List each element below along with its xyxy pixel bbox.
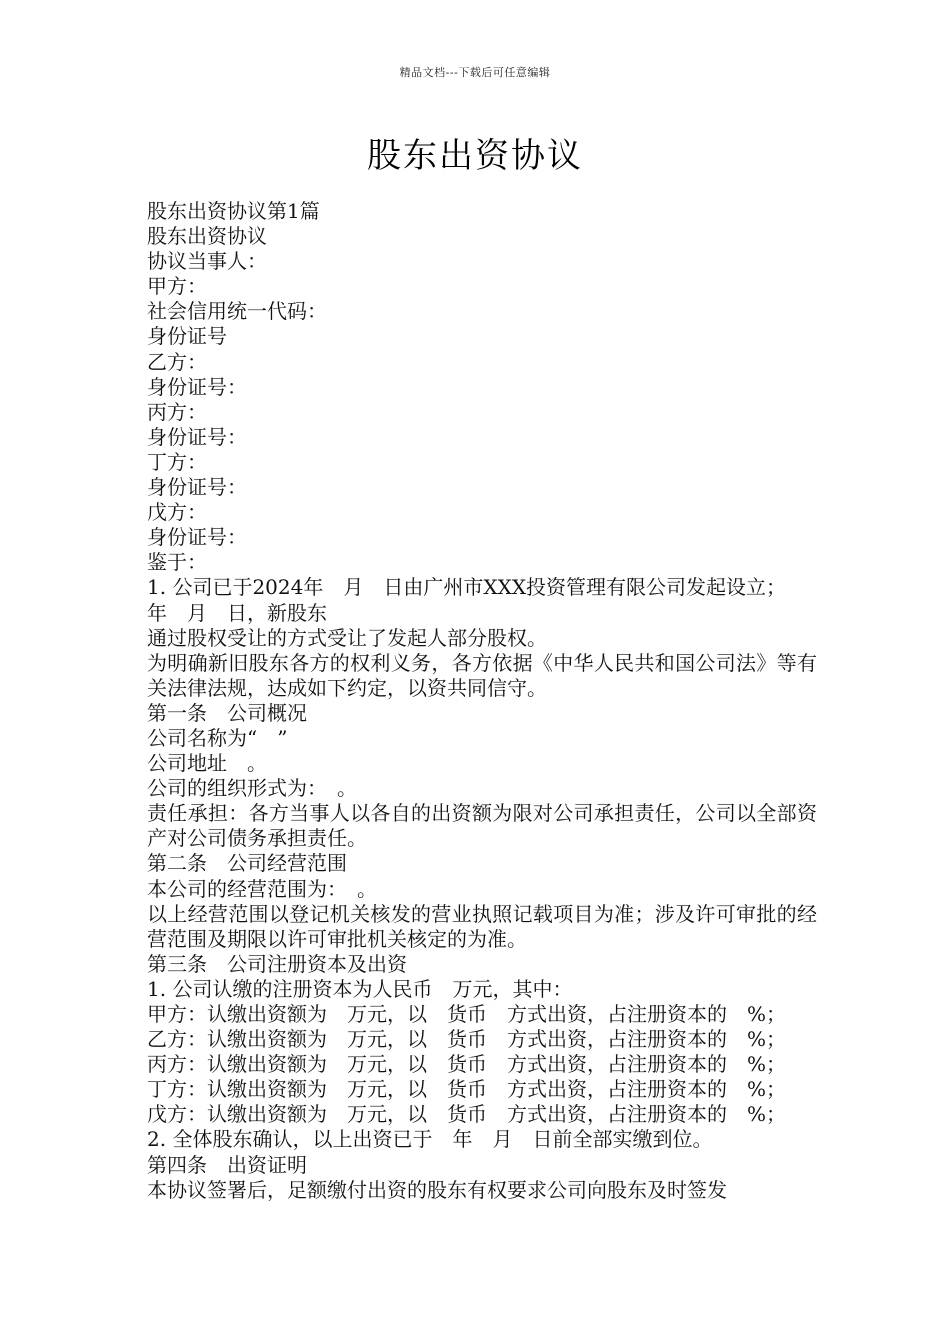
paragraph: 丁方： bbox=[147, 449, 207, 474]
section-heading: 第一条 公司概况 bbox=[147, 700, 307, 725]
paragraph: 甲方：认缴出资额为 万元，以 货币 方式出资，占注册资本的 %； bbox=[147, 1002, 787, 1026]
paragraph: 乙方：认缴出资额为 万元，以 货币 方式出资，占注册资本的 %； bbox=[147, 1027, 787, 1052]
paragraph: 2. 全体股东确认，以上出资已于 年 月 日前全部实缴到位。 bbox=[147, 1127, 713, 1152]
paragraph: 丁方：认缴出资额为 万元，以 货币 方式出资，占注册资本的 %； bbox=[147, 1077, 787, 1102]
paragraph: 责任承担：各方当事人以各自的出资额为限对公司承担责任，公司以全部资产对公司债务承担责任。 bbox=[147, 801, 817, 851]
paragraph: 协议当事人： bbox=[147, 249, 267, 274]
paragraph: 本协议签署后，足额缴付出资的股东有权要求公司向股东及时签发 bbox=[147, 1177, 727, 1202]
paragraph: 乙方： bbox=[147, 349, 207, 374]
paragraph: 身份证号： bbox=[147, 374, 247, 399]
section-heading: 第四条 出资证明 bbox=[147, 1152, 307, 1177]
paragraph: 股东出资协议 bbox=[147, 224, 267, 249]
paragraph: 身份证号： bbox=[147, 475, 247, 500]
paragraph: 公司地址 。 bbox=[147, 751, 267, 776]
paragraph: 社会信用统一代码： bbox=[147, 299, 327, 324]
page-header: 精品文档---下载后可任意编辑 bbox=[399, 66, 551, 79]
section-heading: 第三条 公司注册资本及出资 bbox=[147, 951, 407, 976]
document-body bbox=[147, 199, 817, 1203]
paragraph: 甲方： bbox=[147, 274, 207, 299]
paragraph: 丙方： bbox=[147, 399, 207, 424]
document-title: 股东出资协议 bbox=[367, 136, 583, 176]
paragraph: 鉴于： bbox=[147, 550, 207, 575]
paragraph: 戊方： bbox=[147, 500, 207, 525]
paragraph: 为明确新旧股东各方的权利义务，各方依据《中华人民共和国公司法》等有关法律法规，达成如下约定，以资共同信守。 bbox=[147, 650, 817, 700]
paragraph: 丙方：认缴出资额为 万元，以 货币 方式出资，占注册资本的 %； bbox=[147, 1052, 787, 1077]
paragraph: 公司的组织形式为： 。 bbox=[147, 776, 357, 801]
section-heading: 第二条 公司经营范围 bbox=[147, 851, 347, 876]
paragraph: 戊方：认缴出资额为 万元，以 货币 方式出资，占注册资本的 %； bbox=[147, 1102, 787, 1127]
paragraph: 身份证号 bbox=[147, 324, 227, 349]
paragraph: 身份证号： bbox=[147, 525, 247, 550]
paragraph: 本公司的经营范围为： 。 bbox=[147, 876, 377, 901]
paragraph: 1. 公司认缴的注册资本为人民币 万元，其中： bbox=[147, 976, 573, 1001]
paragraph: 通过股权受让的方式受让了发起人部分股权。 bbox=[147, 625, 547, 650]
paragraph: 公司名称为“ ” bbox=[147, 725, 288, 750]
paragraph: 身份证号： bbox=[147, 424, 247, 449]
paragraph: 1. 公司已于2024年 月 日由广州市XXX投资管理有限公司发起设立； bbox=[147, 575, 787, 600]
paragraph: 年 月 日，新股东 bbox=[147, 600, 327, 625]
paragraph: 以上经营范围以登记机关核发的营业执照记载项目为准；涉及许可审批的经营范围及期限以许可审批机关核定的为准。 bbox=[147, 901, 817, 951]
paragraph: 股东出资协议第1篇 bbox=[147, 199, 320, 223]
